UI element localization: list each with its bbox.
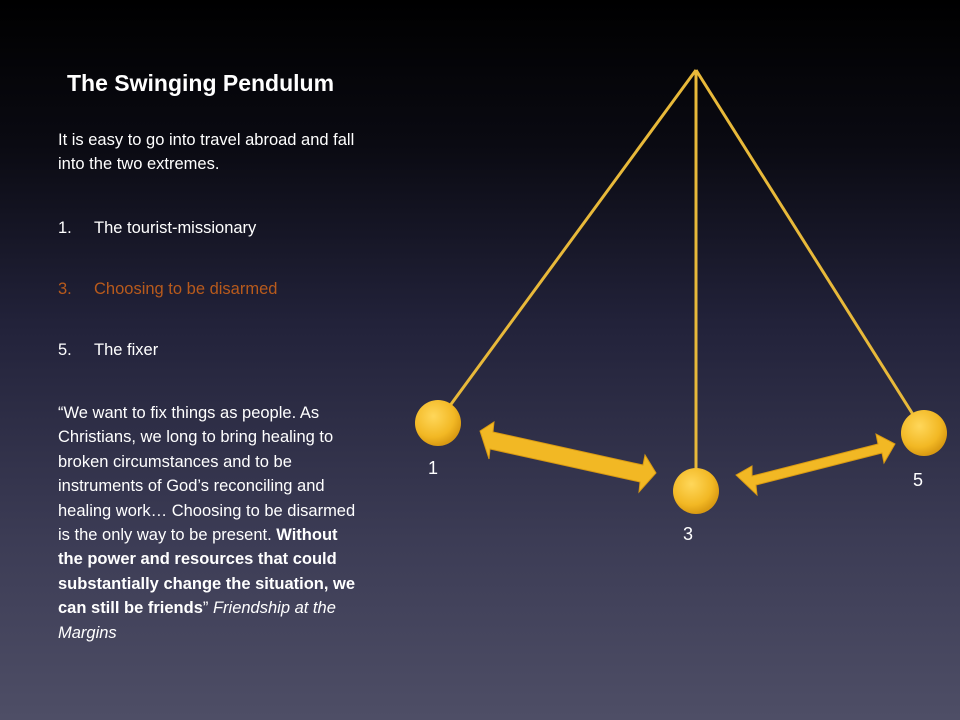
list-text: Choosing to be disarmed bbox=[94, 280, 278, 298]
pendulum-label-1: 1 bbox=[427, 458, 439, 478]
pendulum-label-5: 5 bbox=[912, 470, 924, 490]
double-arrow-right bbox=[736, 434, 895, 495]
double-arrow-left bbox=[480, 422, 656, 492]
slide-title: The Swinging Pendulum bbox=[67, 70, 335, 96]
pendulum-ball-center bbox=[673, 468, 719, 514]
quote-text: “We want to fix things as people. As Christians, we long to bring healing to broken circumstances and to be instruments of God’s reconciling and healing work… Choosing to be disarmed is the only way to be present. bbox=[58, 404, 356, 545]
pendulum-ball-right bbox=[901, 410, 947, 456]
list-text: The tourist-missionary bbox=[94, 219, 257, 237]
list-text: The fixer bbox=[94, 341, 159, 359]
pendulum-string-left bbox=[438, 70, 696, 422]
list-number: 5. bbox=[58, 341, 72, 359]
quote-bold-text: Without the power and resources that could substantially change the situation, we can still be friends bbox=[58, 526, 356, 618]
pendulum-string-right bbox=[696, 70, 924, 432]
quote-source: Friendship at the Margins bbox=[58, 599, 336, 642]
pendulum-ball-left bbox=[415, 400, 461, 446]
list-number: 1. bbox=[58, 219, 72, 237]
quote-close-mark: ” bbox=[202, 599, 209, 618]
pendulum-label-3: 3 bbox=[682, 524, 694, 544]
intro-text: It is easy to go into travel abroad and fall into the two extremes. bbox=[58, 131, 355, 173]
list-number: 3. bbox=[58, 280, 72, 298]
